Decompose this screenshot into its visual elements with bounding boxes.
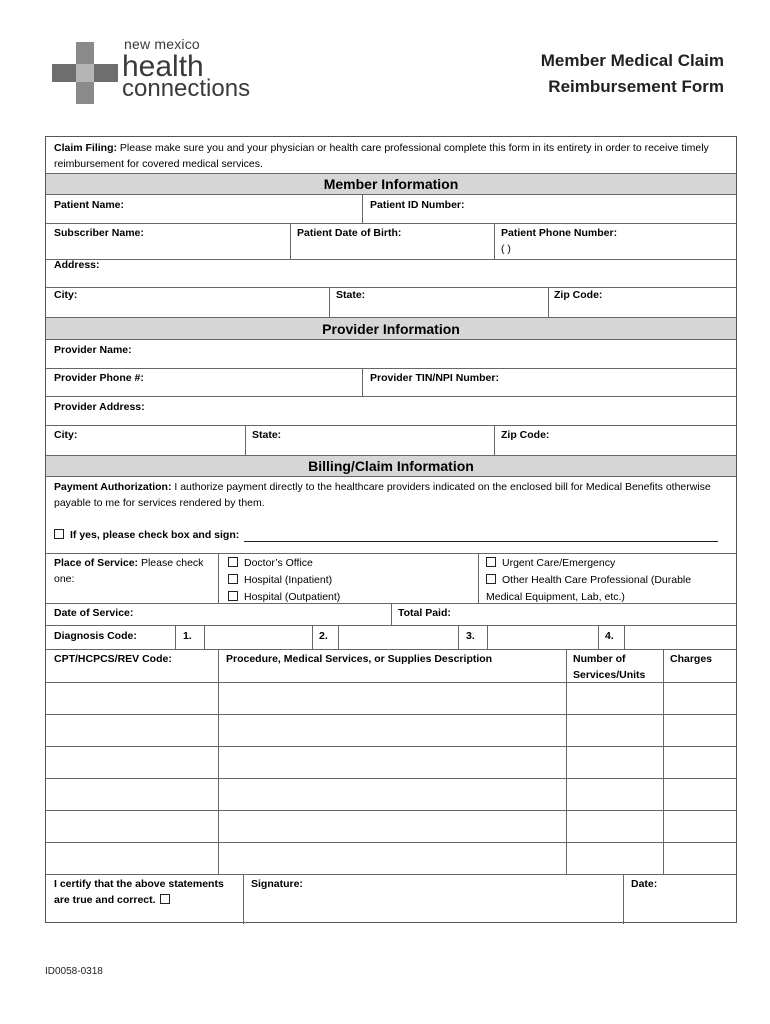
provider-tin-field[interactable]: Provider TIN/NPI Number: (370, 372, 499, 384)
diagnosis-code-4[interactable]: 4. (605, 630, 614, 642)
other-professional-label: Other Health Care Professional (Durable (502, 574, 692, 586)
provider-name-field[interactable]: Provider Name: (54, 344, 132, 356)
charges-header: Charges (670, 653, 713, 665)
provider-state-field[interactable]: State: (252, 429, 282, 441)
form-title (541, 48, 724, 100)
claim-filing-text (54, 140, 726, 172)
patient-dob-field[interactable]: Patient Date of Birth: (297, 227, 402, 239)
form-title-line1: Member Medical Claim (540, 51, 724, 70)
claim-form (45, 136, 737, 923)
health-connections-logo-icon (52, 42, 118, 104)
number-of-services-line1: Number of (573, 653, 626, 665)
certify-line2: are true and correct. (54, 894, 156, 906)
diagnosis-code-3[interactable]: 3. (466, 630, 475, 642)
outpatient-checkbox[interactable] (228, 591, 238, 601)
patient-id-field[interactable]: Patient ID Number: (370, 199, 465, 211)
logo-text-connections: connections (122, 75, 251, 102)
payment-authorization-body: I authorize payment directly to the healthcare providers indicated on the enclosed bill for Medical Benefits otherwise payable to me for services rendered by them. (54, 481, 711, 509)
logo-text-health: health (122, 50, 204, 83)
inpatient-checkbox[interactable] (228, 574, 238, 584)
form-title-line2: Reimbursement Form (548, 77, 724, 96)
member-zip-field[interactable]: Zip Code: (554, 289, 603, 301)
member-information-header: Member Information (46, 173, 736, 195)
diagnosis-code-2[interactable]: 2. (319, 630, 328, 642)
authorization-checkbox[interactable] (54, 529, 64, 539)
option-doctors-office[interactable] (228, 555, 313, 571)
patient-phone-field[interactable]: Patient Phone Number: (501, 227, 618, 239)
diagnosis-code-1[interactable]: 1. (183, 630, 192, 642)
doctors-office-checkbox[interactable] (228, 557, 238, 567)
urgent-care-label: Urgent Care/Emergency (502, 557, 616, 569)
place-of-service-title: Place of Service: (54, 557, 139, 569)
option-hospital-inpatient[interactable] (228, 572, 332, 588)
subscriber-name-field[interactable]: Subscriber Name: (54, 227, 144, 239)
form-id-code: ID0058-0318 (45, 966, 103, 977)
outpatient-label: Hospital (Outpatient) (244, 591, 341, 603)
member-city-field[interactable]: City: (54, 289, 78, 301)
urgent-care-checkbox[interactable] (486, 557, 496, 567)
inpatient-label: Hospital (Inpatient) (244, 574, 333, 586)
diagnosis-code-label: Diagnosis Code: (54, 630, 137, 642)
number-of-services-header (573, 651, 645, 683)
doctors-office-label: Doctor’s Office (244, 557, 313, 569)
patient-name-field[interactable]: Patient Name: (54, 199, 125, 211)
certify-checkbox[interactable] (160, 894, 170, 904)
provider-information-header: Provider Information (46, 317, 736, 340)
billing-information-header: Billing/Claim Information (46, 455, 736, 477)
provider-zip-field[interactable]: Zip Code: (501, 429, 550, 441)
total-paid-field[interactable]: Total Paid: (398, 607, 451, 619)
certify-line1: I certify that the above statements (54, 878, 224, 890)
authorization-sign-row (54, 529, 239, 541)
other-professional-checkbox[interactable] (486, 574, 496, 584)
authorization-sign-label: If yes, please check box and sign: (70, 529, 240, 541)
claim-filing-label: Claim Filing: (54, 142, 117, 154)
procedure-description-header: Procedure, Medical Services, or Supplies Description (226, 653, 493, 665)
claim-filing-body: Please make sure you and your physician or health care professional complete this form in its entirety in order to receive timely reimbursement for covered medical services. (54, 142, 709, 170)
number-of-services-line2: Services/Units (573, 669, 646, 681)
date-of-service-field[interactable]: Date of Service: (54, 607, 134, 619)
certify-signature-field[interactable]: Signature: (251, 878, 303, 890)
place-of-service-instruction: Please check one: (54, 557, 204, 585)
certify-date-field[interactable]: Date: (631, 878, 658, 890)
patient-phone-parens: ( ) (501, 243, 511, 255)
provider-city-field[interactable]: City: (54, 429, 78, 441)
payment-authorization-text (54, 479, 730, 511)
place-of-service-label (54, 555, 222, 587)
option-urgent-care[interactable] (486, 555, 615, 571)
provider-phone-field[interactable]: Provider Phone #: (54, 372, 144, 384)
other-professional-label-cont: Medical Equipment, Lab, etc.) (486, 591, 625, 603)
cpt-code-header: CPT/HCPCS/REV Code: (54, 653, 172, 665)
member-state-field[interactable]: State: (336, 289, 366, 301)
certify-statement (54, 876, 224, 908)
logo-text-new-mexico: new mexico (124, 36, 200, 52)
address-field[interactable]: Address: (54, 259, 100, 271)
option-other-professional[interactable] (486, 572, 691, 588)
provider-address-field[interactable]: Provider Address: (54, 401, 145, 413)
payment-authorization-label: Payment Authorization: (54, 481, 172, 493)
authorization-signature-line[interactable] (244, 529, 718, 542)
